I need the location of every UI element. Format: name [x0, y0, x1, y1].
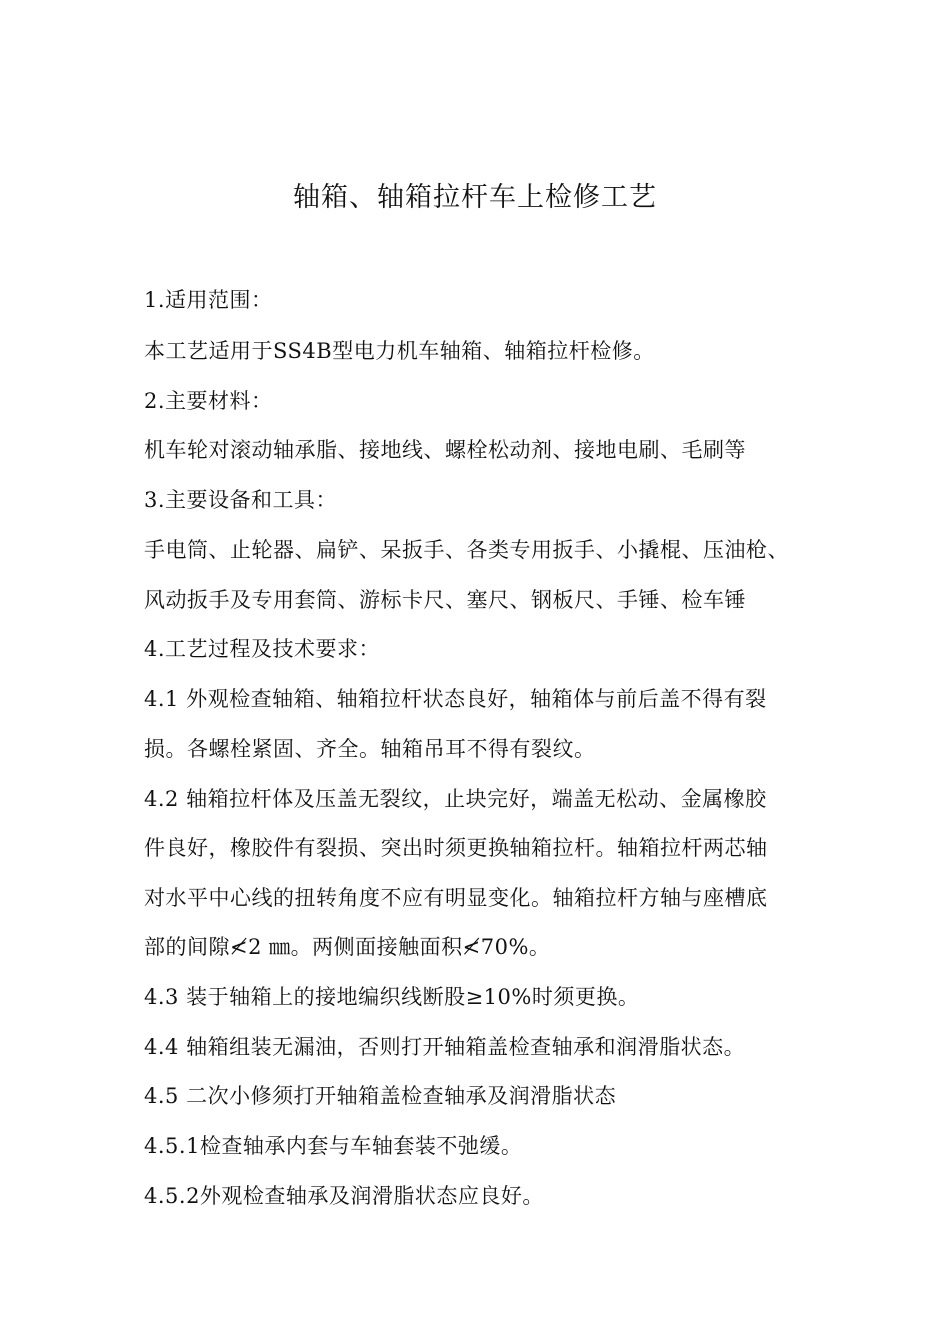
- paragraph-4-1-line-2: 损。各螺栓紧固、齐全。轴箱吊耳不得有裂纹。: [144, 737, 596, 761]
- section-heading-process: 4.工艺过程及技术要求：: [144, 637, 381, 661]
- section-heading-materials: 2.主要材料：: [144, 389, 273, 413]
- paragraph-4-5-1: 4.5.1检查轴承内套与车轴套装不弛缓。: [144, 1134, 523, 1158]
- paragraph-4-2-line-1: 4.2 轴箱拉杆体及压盖无裂纹，止块完好，端盖无松动、金属橡胶: [144, 787, 767, 811]
- document-title: 轴箱、轴箱拉杆车上检修工艺: [293, 182, 657, 213]
- paragraph-scope: 本工艺适用于SS4B型电力机车轴箱、轴箱拉杆检修。: [144, 339, 655, 363]
- paragraph-4-5-2: 4.5.2外观检查轴承及润滑脂状态应良好。: [144, 1184, 544, 1208]
- paragraph-4-3: 4.3 装于轴箱上的接地编织线断股≥10%时须更换。: [144, 985, 640, 1009]
- paragraph-tools-line-2: 风动扳手及专用套筒、游标卡尺、塞尺、钢板尺、手锤、检车锤: [144, 588, 746, 612]
- paragraph-4-2-line-4: 部的间隙≮2 ㎜。两侧面接触面积≮70%。: [144, 935, 551, 959]
- paragraph-4-1-line-1: 4.1 外观检查轴箱、轴箱拉杆状态良好，轴箱体与前后盖不得有裂: [144, 687, 767, 711]
- section-heading-tools: 3.主要设备和工具：: [144, 488, 338, 512]
- paragraph-4-2-line-2: 件良好，橡胶件有裂损、突出时须更换轴箱拉杆。轴箱拉杆两芯轴: [144, 836, 768, 860]
- paragraph-4-4: 4.4 轴箱组装无漏油，否则打开轴箱盖检查轴承和润滑脂状态。: [144, 1035, 746, 1059]
- section-heading-scope: 1.适用范围：: [144, 288, 273, 312]
- paragraph-materials: 机车轮对滚动轴承脂、接地线、螺栓松动剂、接地电刷、毛刷等: [144, 438, 746, 462]
- paragraph-4-5: 4.5 二次小修须打开轴箱盖检查轴承及润滑脂状态: [144, 1084, 617, 1108]
- paragraph-4-2-line-3: 对水平中心线的扭转角度不应有明显变化。轴箱拉杆方轴与座槽底: [144, 886, 768, 910]
- paragraph-tools-line-1: 手电筒、止轮器、扁铲、呆扳手、各类专用扳手、小撬棍、压油枪、: [144, 538, 789, 562]
